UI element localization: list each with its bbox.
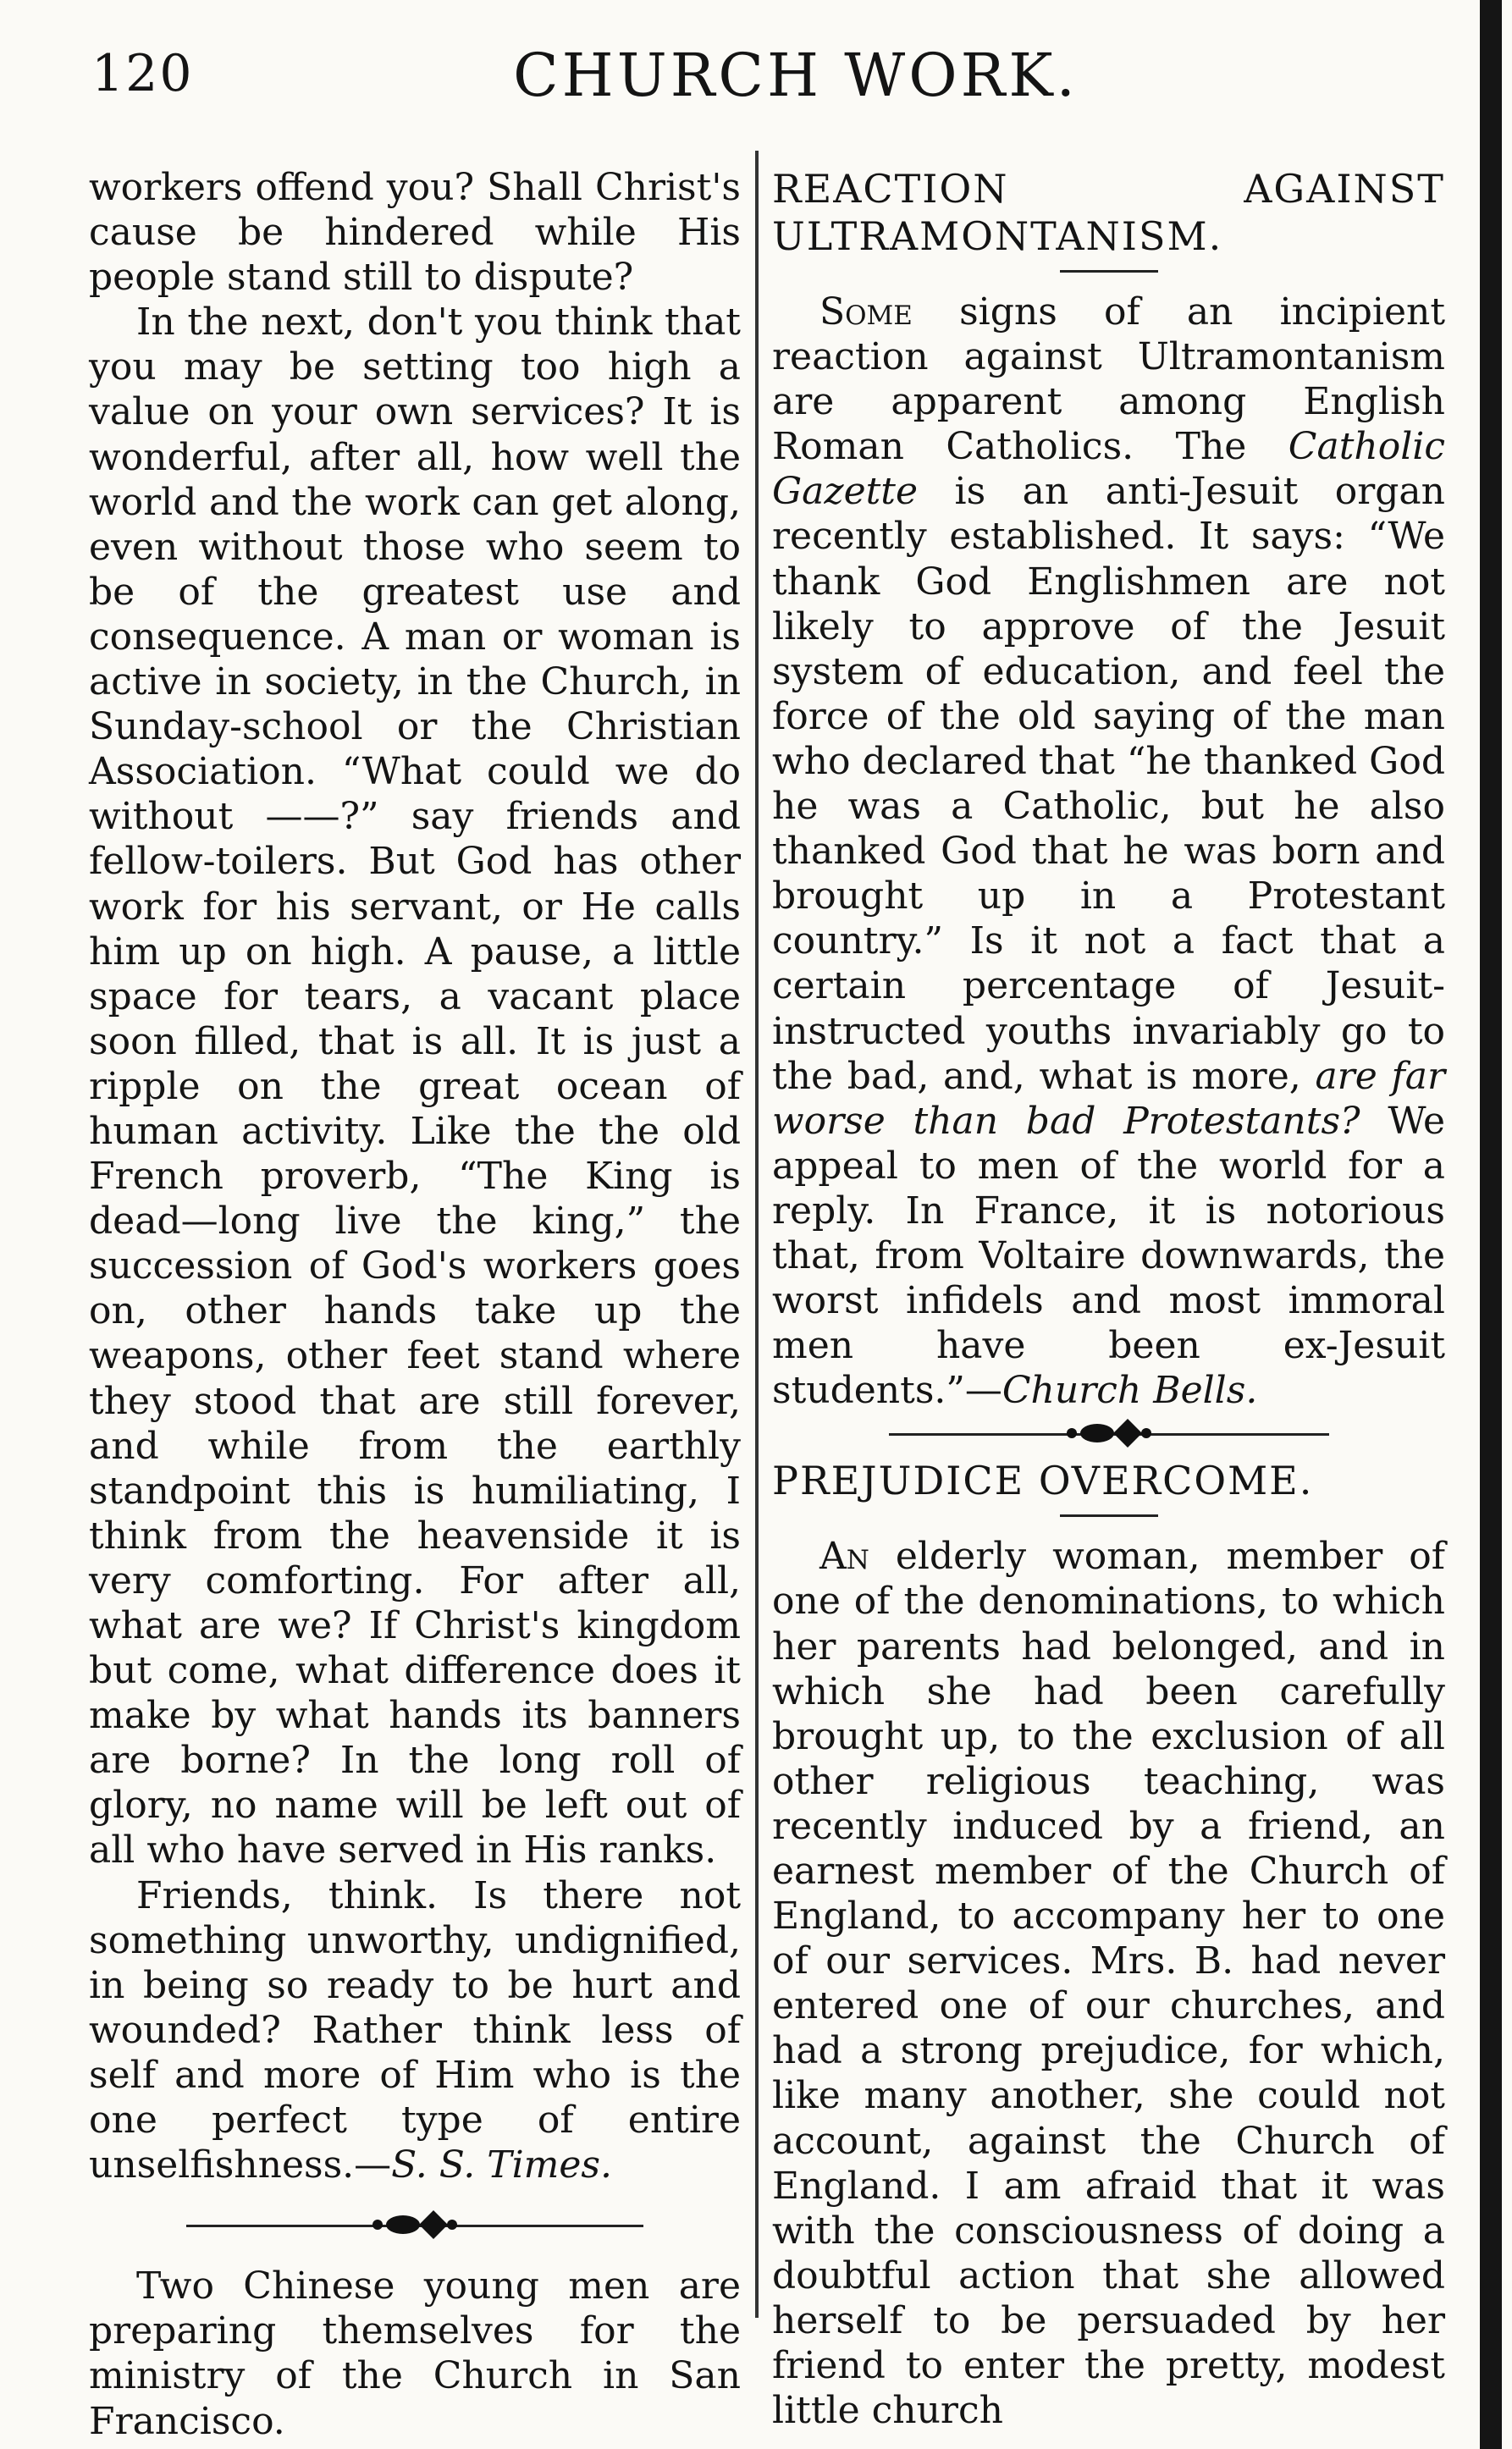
section-ornament [889,1418,1329,1452]
drop-cap-word: An [819,1535,869,1579]
section-ornament [186,2209,643,2243]
emphasis-text: are far worse than bad Protestants? [772,1054,1446,1143]
source-citation: S. S. Times. [391,2143,612,2187]
paragraph-text: Friends, think. Is there not something unworthy, undignified, in being so ready to be hurt and wounded? Rather think less of self and more of Him who is the one perfect type of entire unselfishness.— [89,1873,741,2187]
body-text: signs of an incipient reaction against Ultramontanism are apparent among English Roman Catholics. The [772,290,1445,469]
paragraph-chinese-men: Two Chinese young men are preparing themselves for the ministry of the Church in San Francisco. [89,2264,741,2443]
paragraph-continued: workers offend you? Shall Christ's cause be hindered while His people stand still to dispute? [89,166,741,300]
running-title: CHURCH WORK. [513,41,1079,110]
right-column [772,165,1445,2433]
paragraph-services: In the next, don't you think that you may be setting too high a value on your own services? It is wonderful, after all, how well the world and the work can get along, even without those who seem to be of the greatest use and consequence. A man or woman is active in society, in the Church, in Sunday-school or the Christian Association. “What could we do without ——?” say friends and fellow-toilers. But God has other work for his servant, or He calls him up on high. A pause, a little space for tears, a vacant place soon filled, that is all. It is just a ripple on the great ocean of human activity. Like the the old French proverb, “The King is dead—long live the king,” the succession of God's workers goes on, other hands take up the weapons, other feet stand where they stood that are still forever, and while from the earthly standpoint this is humiliating, I think from the heavenside it is very comforting. For after all, what are we? If Christ's kingdom but come, what difference does it make by what hands its banners are borne? In the long roll of glory, no name will be left out of all who have served in His ranks. [89,301,741,1873]
article-body [772,290,1445,1413]
paragraph-friends-think [89,1873,741,2188]
body-text: We appeal to men of the world for a reply. In France, it is notorious that, from Voltaire downwards, the worst infidels and most immoral men have been ex-Jesuit students.”— [772,1099,1445,1413]
article-body [772,1534,1445,2433]
body-text: elderly woman, member of one of the denominations, to which her parents had belonged, and in which she had been carefully brought up, to the exclusion of all other religious teaching, was recently induced by a friend, an earnest member of the Church of England, to accompany her to one of our services. Mrs. B. had never entered one of our churches, and had a strong prejudice, for which, like many another, she could not account, against the Church of England. I am afraid that it was with the consciousness of doing a doubtful action that she allowed herself to be persuaded by her friend to enter the pretty, modest little church [772,1535,1445,2433]
column-divider [755,151,759,2318]
ornament-flourish [1067,1423,1151,1443]
page-number: 120 [91,44,194,103]
left-column [89,165,741,2444]
ornament-flourish [372,2215,457,2235]
drop-cap-word: Some [819,290,913,334]
body-text: is an anti-Jesuit organ recently established. It says: “We thank God Englishmen are not likely to approve of the Jesuit system of education, and feel the force of the old saying of the man who declared that “he thanked God he was a Catholic, but he also thanked God that he was born and brought up in a Protestant country.” Is it not a fact that a certain percentage of Jesuit-instructed youths invariably go to the bad, and, what is more, [772,470,1445,1098]
article-heading: PREJUDICE OVERCOME. [772,1458,1314,1504]
article-heading: REACTION AGAINST ULTRAMONTANISM. [772,166,1445,259]
source-citation: Church Bells. [1002,1369,1258,1413]
page-edge-bar [1480,0,1502,2449]
publication-name: Catholic Gazette [772,425,1445,514]
